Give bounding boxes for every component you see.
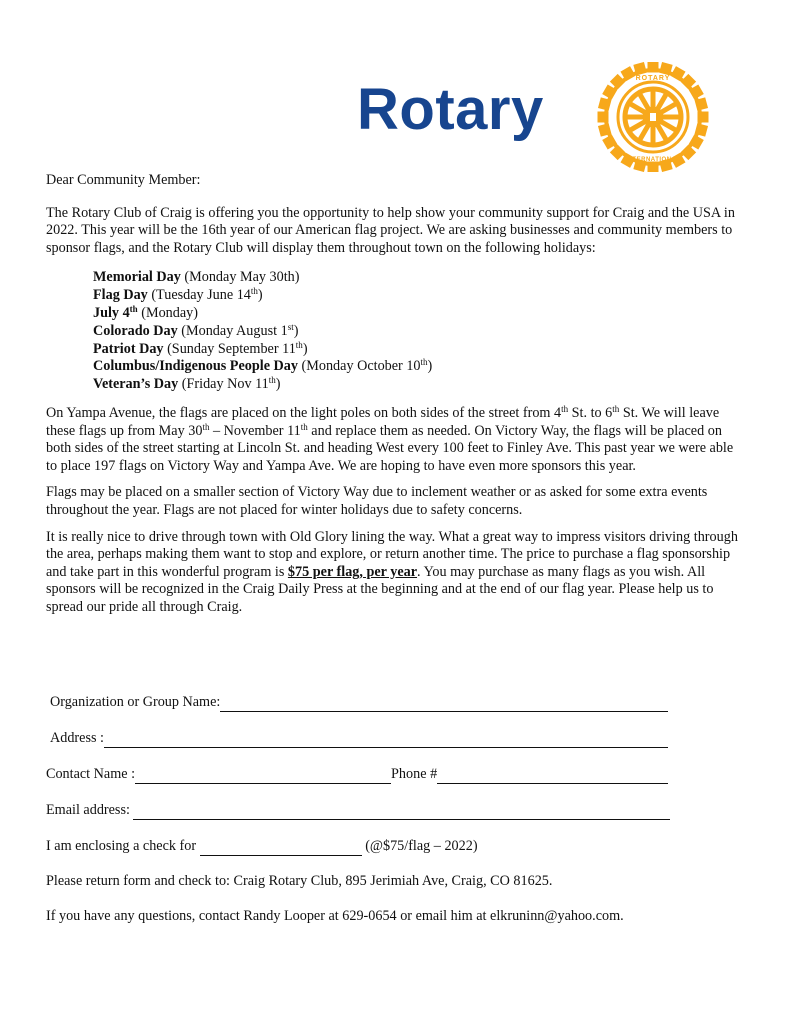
holiday-list — [93, 269, 746, 394]
return-instructions: Please return form and check to: Craig Rotary Club, 895 Jerimiah Ave, Craig, CO 81625. — [46, 873, 553, 889]
org-name-label: Organization or Group Name: — [50, 694, 221, 711]
pricing-paragraph: It is really nice to drive through town with Old Glory lining the way. What a great way to impress visitors driving through the area, perhaps making them want to stop and explore, or return another time. The price to purchase a flag sponsorship and take part in this wonderful program is $75 per flag, per year. You may purchase as many flags as you wish. All sponsors will be recognized in the Craig Daily Press at the beginning and at the end of our flag year. Please help us to spread our pride all through Craig. — [46, 528, 738, 615]
letterhead — [0, 58, 791, 178]
sponsor-form — [46, 694, 676, 856]
rotary-wordmark: Rotary — [357, 77, 544, 142]
salutation: Dear Community Member: — [46, 172, 201, 188]
letter-body — [46, 172, 746, 625]
address-field[interactable] — [104, 732, 668, 748]
holiday-item: Patriot Day (Sunday September 11th) — [93, 339, 308, 357]
svg-text:INTERNATIONAL: INTERNATIONAL — [625, 157, 681, 163]
phone-field[interactable] — [437, 768, 668, 784]
weather-paragraph: Flags may be placed on a smaller section of Victory Way due to inclement weather or as asked for some extra events throughout the year. Flags are not placed for winter holidays due to safety concerns. — [46, 484, 708, 518]
check-suffix: (@$75/flag – 2022) — [361, 838, 478, 855]
contact-info: If you have any questions, contact Randy Looper at 629-0654 or email him at elkruninn@yahoo.com. — [46, 908, 624, 924]
holiday-item: Flag Day (Tuesday June 14th) — [93, 286, 263, 304]
check-amount-field[interactable] — [200, 840, 362, 856]
svg-text:ROTARY: ROTARY — [635, 75, 671, 82]
holiday-item: July 4th (Monday) — [93, 303, 198, 321]
org-name-field[interactable] — [220, 696, 668, 712]
price-highlight: $75 per flag, per year — [287, 563, 418, 580]
check-label: I am enclosing a check for — [46, 838, 200, 855]
phone-label: Phone # — [391, 766, 438, 783]
email-row — [46, 802, 670, 820]
contact-row — [46, 766, 668, 784]
check-row — [46, 838, 676, 856]
email-label: Email address: — [46, 802, 134, 819]
email-field[interactable] — [133, 804, 670, 820]
holiday-item: Columbus/Indigenous People Day (Monday October 10th) — [93, 357, 433, 375]
holiday-item: Colorado Day (Monday August 1st) — [93, 321, 299, 339]
holiday-item: Veteran’s Day (Friday Nov 11th) — [93, 375, 281, 393]
flag-placement-paragraph: On Yampa Avenue, the flags are placed on the light poles on both sides of the street from 4th St. to 6th St. We will leave these flags up from May 30th – November 11th and replace them as needed. On Victory Way, the flags will be placed on both sides of the street starting at Lincoln St. and heading West every 100 feet to Finley Ave. This past year we were able to place 197 flags on Victory Way and Yampa Ave. We are hoping to have even more sponsors this year. — [46, 403, 734, 474]
rotary-wheel-logo — [583, 62, 723, 172]
address-label: Address : — [50, 730, 104, 747]
holiday-item: Memorial Day (Monday May 30th) — [93, 269, 300, 286]
intro-paragraph: The Rotary Club of Craig is offering you the opportunity to help show your community support for Craig and the USA in 2022. This year will be the 16th year of our American flag project. We are asking businesses and community members to sponsor flags, and the Rotary Club will display them throughout town on the following holidays: — [46, 204, 735, 256]
org-name-row — [46, 694, 668, 712]
contact-name-field[interactable] — [135, 768, 391, 784]
contact-name-label: Contact Name : — [46, 766, 136, 783]
address-row — [46, 730, 668, 748]
